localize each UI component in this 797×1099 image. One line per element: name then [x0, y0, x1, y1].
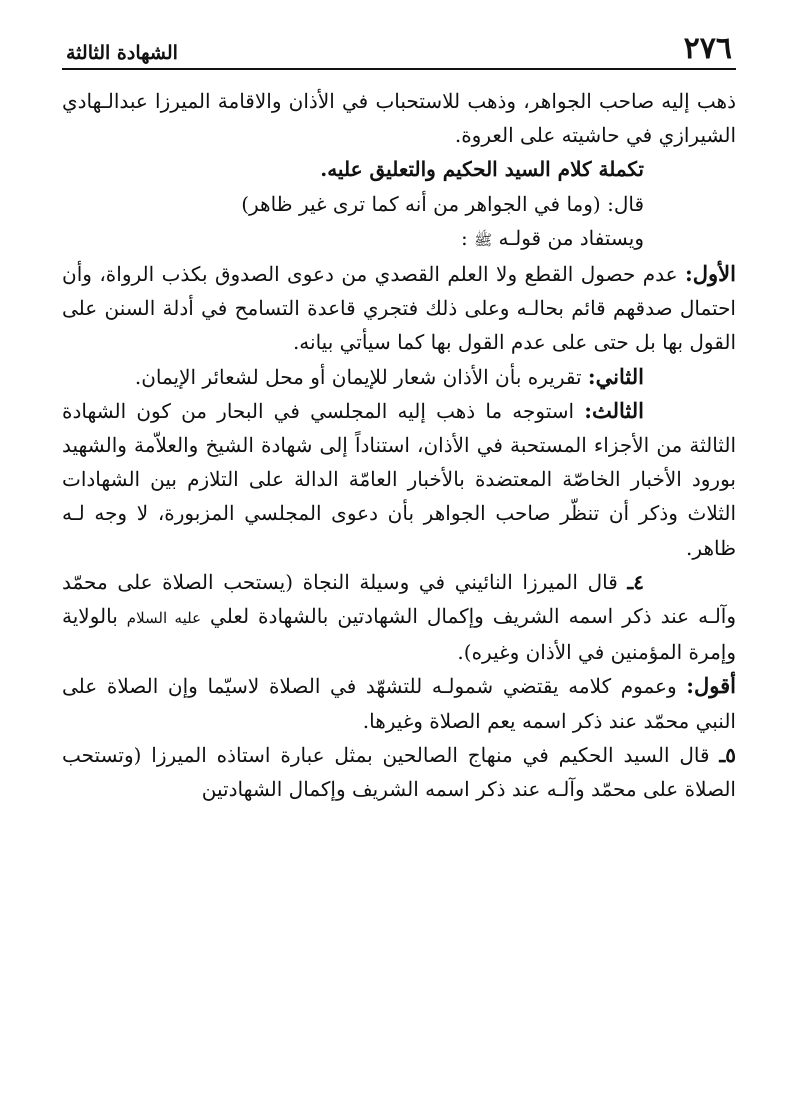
- section-heading: تكملة كلام السيد الحكيم والتعليق عليه.: [320, 157, 644, 182]
- derive-paragraph: [62, 221, 736, 257]
- page-header: [62, 28, 736, 70]
- item-five-text: قال السيد الحكيم في منهاج الصالحين بمثل عبارة استاذه الميرزا (وتستحب الصلاة على محمّد وآلـه عند ذكر اسمه الشريف وإكمال الشهادتين: [62, 742, 736, 802]
- point-third-label: الثالث:: [584, 397, 644, 423]
- point-first-text: عدم حصول القطع ولا العلم القصدي من دعوى الصدوق بكذب الرواة، وأن احتمال صدقهم قائم بحالـه وعلى ذلك فتجري قاعدة التسامح في أدلة السنن على القول بها بل حتى على عدم القول بها كما سيأتي بيانه.: [62, 262, 736, 355]
- paragraph-opening: ذهب إليه صاحب الجواهر، وذهب للاستحباب في الأذان والاقامة الميرزا عبدالـهادي الشيرازي في حاشيته على العروة.: [62, 89, 736, 148]
- body-text: [62, 84, 736, 806]
- derive-colon: :: [460, 225, 468, 250]
- point-first: [62, 257, 736, 360]
- item-five: [62, 738, 736, 806]
- point-third: [62, 394, 736, 565]
- item-four-text-b: بالولاية وإمرة المؤمنين في الأذان وغيره).: [62, 604, 736, 665]
- quote-paragraph: قال: (وما في الجواهر من أنه كما ترى غير ظاهر): [241, 191, 644, 216]
- honorific-mark: ﷺ: [474, 230, 493, 249]
- aqul-text: وعموم كلامه يقتضي شمولـه للتشهّد في الصلاة لاسيّما وإن الصلاة على النبي محمّد عند ذكر اسمه يعم الصلاة وغيرها.: [62, 674, 736, 733]
- book-page: [62, 28, 736, 806]
- item-four-text-a: قال الميرزا النائيني في وسيلة النجاة (يستحب الصلاة على محمّد وآلـه عند ذكر اسمه الشريف وإكمال الشهادتين بالشهادة لعلي: [62, 569, 736, 629]
- point-second: [62, 360, 736, 394]
- point-second-label: الثاني:: [587, 363, 644, 389]
- aqul-paragraph: [62, 669, 736, 737]
- item-four: [62, 565, 736, 670]
- point-first-label: الأول:: [685, 261, 736, 287]
- point-second-text: تقريره بأن الأذان شعار للإيمان أو محل لشعائر الإيمان.: [134, 364, 582, 389]
- derive-text: ويستفاد من قولـه: [498, 225, 644, 250]
- item-four-number: ٤ـ: [627, 569, 644, 594]
- item-five-number: ٥ـ: [719, 742, 737, 767]
- honorific-ali: عليه السلام: [126, 609, 202, 628]
- point-third-text: استوجه ما ذهب إليه المجلسي في البحار من كون الشهادة الثالثة من الأجزاء المستحبة في الأذان، استناداً إلى شهادة الشيخ والعلاّمة والشهيد بورود الأخبار الخاصّة المعتضدة بالأخبار العامّة الدالة على التلازم بين الشهادات الثلاث وذكر أن تنظّر صاحب الجواهر بأن دعوى المجلسي المزبورة، لا وجه لـه ظاهر.: [62, 398, 736, 560]
- aqul-label: أقول:: [686, 673, 737, 699]
- running-title: الشهادة الثالثة: [66, 42, 178, 64]
- page-number: ٢٧٦: [683, 31, 732, 66]
